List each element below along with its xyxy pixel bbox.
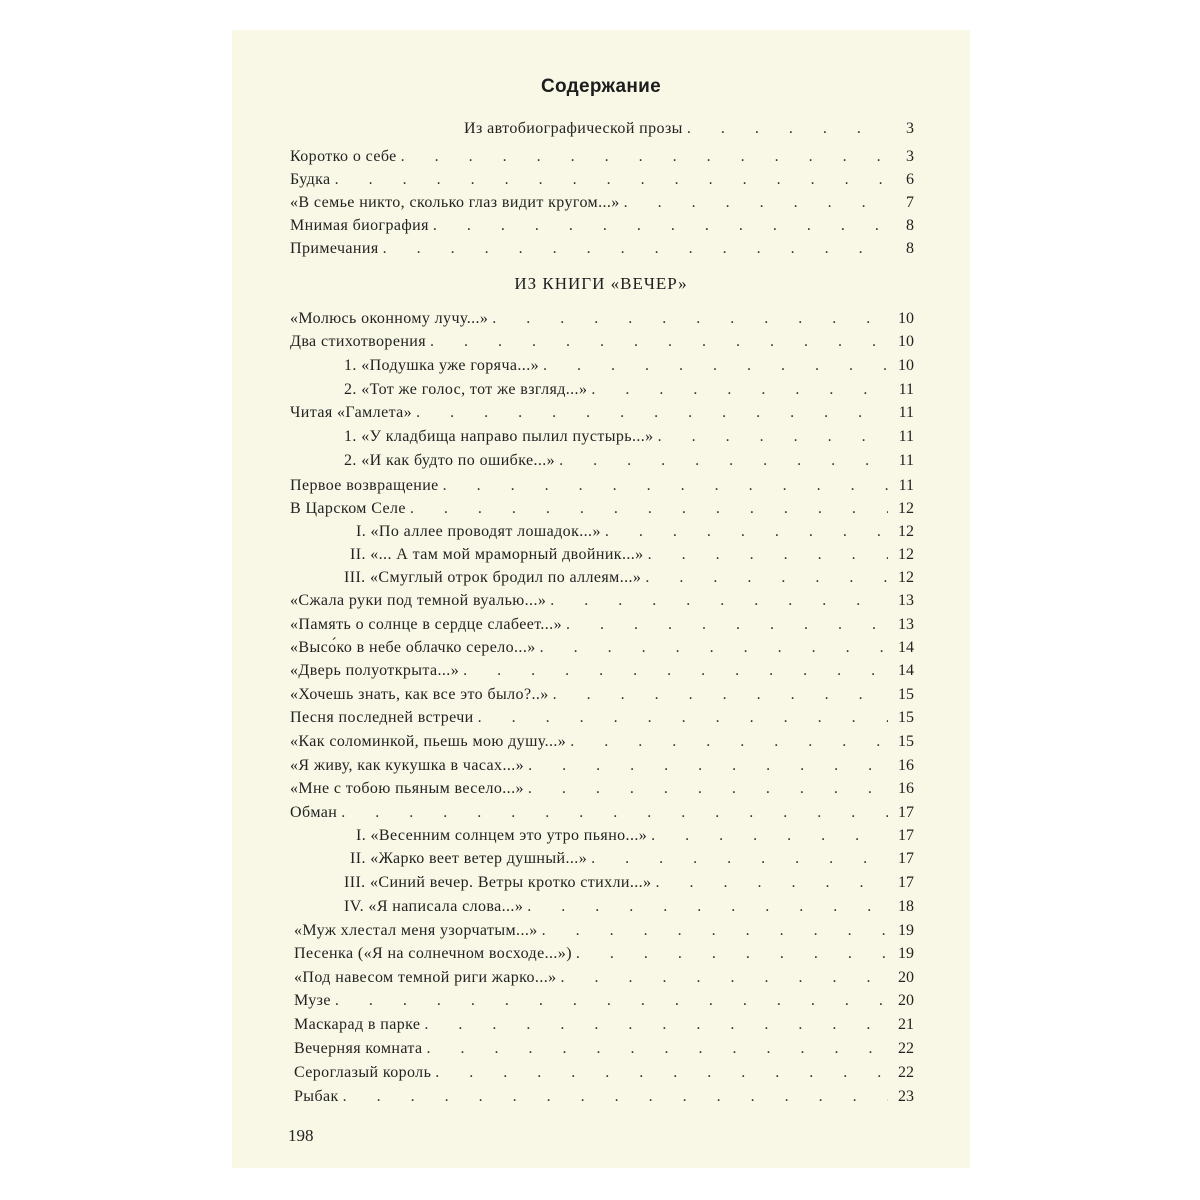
toc-entry-title: Обман xyxy=(290,804,338,821)
toc-entry-page: 7 xyxy=(906,194,914,211)
toc-entry xyxy=(350,848,914,870)
toc-entry-title: Рыбак xyxy=(294,1088,339,1105)
toc-entry-title: Мнимая биография xyxy=(290,217,429,234)
dot-leader xyxy=(401,146,888,168)
dot-leader xyxy=(433,215,888,237)
dot-leader xyxy=(561,967,888,989)
dot-leader xyxy=(658,426,888,448)
dot-leader xyxy=(651,825,888,847)
toc-entry-page: 10 xyxy=(898,357,914,374)
toc-entry-title: 2. «И как будто по ошибке...» xyxy=(344,452,556,469)
toc-entry xyxy=(464,118,914,140)
toc-entry-page: 10 xyxy=(898,310,914,327)
dot-leader xyxy=(424,1014,888,1036)
toc-entry-page: 19 xyxy=(898,945,914,962)
dot-leader xyxy=(410,498,888,520)
dot-leader xyxy=(542,920,888,942)
toc-entry-page: 11 xyxy=(898,452,914,469)
dot-leader xyxy=(559,450,888,472)
toc-entry-title: «Под навесом темной риги жарко...» xyxy=(294,969,557,986)
toc-entry-title: Вечерняя комната xyxy=(294,1040,423,1057)
toc-entry-page: 15 xyxy=(898,686,914,703)
dot-leader xyxy=(527,896,888,918)
toc-entry xyxy=(290,755,914,777)
toc-entry-page: 12 xyxy=(898,546,914,563)
toc-entry-page: 3 xyxy=(906,148,914,165)
dot-leader xyxy=(528,778,888,800)
toc-entry-page: 20 xyxy=(898,969,914,986)
toc-entry-page: 16 xyxy=(898,757,914,774)
toc-entry-page: 20 xyxy=(898,992,914,1009)
dot-leader xyxy=(335,169,888,191)
toc-entry-page: 13 xyxy=(898,616,914,633)
toc-entry-page: 16 xyxy=(898,780,914,797)
toc-entry xyxy=(344,896,914,918)
toc-entry-title: В Царском Селе xyxy=(290,500,406,517)
toc-entry-page: 21 xyxy=(898,1016,914,1033)
toc-entry-page: 3 xyxy=(906,120,914,137)
toc-entry-title: Примечания xyxy=(290,240,379,257)
toc-entry xyxy=(290,707,914,729)
dot-leader xyxy=(540,637,888,659)
dot-leader xyxy=(591,379,888,401)
toc-entry xyxy=(290,475,914,497)
dot-leader xyxy=(463,660,888,682)
toc-entry-title: III. «Синий вечер. Ветры кротко стихли...» xyxy=(344,874,652,891)
toc-entry xyxy=(290,637,914,659)
toc-entry xyxy=(290,498,914,520)
toc-entry xyxy=(344,355,914,377)
book-page xyxy=(232,30,970,1168)
toc-entry xyxy=(356,825,914,847)
dot-leader xyxy=(343,1086,888,1108)
toc-entry-page: 10 xyxy=(898,333,914,350)
toc-entry-title: 1. «У кладбища направо пылил пустырь...» xyxy=(344,428,654,445)
toc-entry-title: Маскарад в парке xyxy=(294,1016,421,1033)
toc-entry-title: «Сжала руки под темной вуалью...» xyxy=(290,592,547,609)
toc-entry-title: 2. «Тот же голос, тот же взгляд...» xyxy=(344,381,588,398)
dot-leader xyxy=(335,990,888,1012)
toc-entry-page: 17 xyxy=(898,827,914,844)
toc-entry xyxy=(290,590,914,612)
dot-leader xyxy=(655,872,888,894)
toc-entry xyxy=(290,402,914,424)
toc-entry-title: Два стихотворения xyxy=(290,333,427,350)
toc-entry-title: «Дверь полуоткрыта...» xyxy=(290,662,460,679)
toc-entry-page: 22 xyxy=(898,1040,914,1057)
toc-entry-page: 12 xyxy=(898,523,914,540)
dot-leader xyxy=(528,755,888,777)
toc-entry xyxy=(344,450,914,472)
toc-entry xyxy=(344,872,914,894)
toc-entry xyxy=(294,1062,914,1084)
toc-entry xyxy=(294,1014,914,1036)
toc-entry xyxy=(290,778,914,800)
dot-leader xyxy=(416,402,888,424)
toc-entry xyxy=(290,169,914,191)
toc-entry-title: Музе xyxy=(294,992,331,1009)
toc-entry xyxy=(290,238,914,260)
toc-entry-page: 18 xyxy=(898,898,914,915)
dot-leader xyxy=(605,521,888,543)
dot-leader xyxy=(383,238,888,260)
dot-leader xyxy=(645,567,888,589)
dot-leader xyxy=(543,355,888,377)
toc-entry-page: 11 xyxy=(898,477,914,494)
toc-entry-page: 17 xyxy=(898,850,914,867)
dot-leader xyxy=(570,731,888,753)
toc-entry xyxy=(290,731,914,753)
toc-entry-title: Из автобиографической прозы xyxy=(464,120,683,137)
toc-entry-page: 13 xyxy=(898,592,914,609)
toc-entry-title: «Высо́ко в небе облачко серело...» xyxy=(290,639,536,656)
toc-entry-page: 12 xyxy=(898,500,914,517)
toc-entry xyxy=(294,943,914,965)
toc-entry xyxy=(294,990,914,1012)
dot-leader xyxy=(550,590,888,612)
dot-leader xyxy=(648,544,888,566)
toc-entry-page: 17 xyxy=(898,804,914,821)
toc-entry-page: 14 xyxy=(898,639,914,656)
toc-entry-page: 15 xyxy=(898,709,914,726)
toc-entry-page: 11 xyxy=(898,381,914,398)
toc-entry xyxy=(344,379,914,401)
toc-entry-title: III. «Смуглый отрок бродил по аллеям...» xyxy=(344,569,642,586)
toc-entry-title: II. «... А там мой мраморный двойник...» xyxy=(350,546,644,563)
toc-entry xyxy=(290,308,914,330)
toc-entry-title: «Мне с тобою пьяным весело...» xyxy=(290,780,524,797)
toc-entry-title: «Как соломинкой, пьешь мою душу...» xyxy=(290,733,567,750)
toc-entry-title: Будка xyxy=(290,171,331,188)
dot-leader xyxy=(435,1062,888,1084)
toc-entry-title: IV. «Я написала слова...» xyxy=(344,898,524,915)
dot-leader xyxy=(430,331,888,353)
toc-entry xyxy=(294,1038,914,1060)
toc-entry xyxy=(294,967,914,989)
toc-entry xyxy=(290,331,914,353)
toc-entry-page: 8 xyxy=(906,240,914,257)
dot-leader xyxy=(576,943,888,965)
toc-entry-title: I. «По аллее проводят лошадок...» xyxy=(356,523,601,540)
toc-entry-page: 15 xyxy=(898,733,914,750)
toc-entry xyxy=(294,1086,914,1108)
toc-entry-page: 23 xyxy=(898,1088,914,1105)
section-heading: ИЗ КНИГИ «ВЕЧЕР» xyxy=(514,274,688,293)
toc-entry xyxy=(344,426,914,448)
toc-entry xyxy=(290,215,914,237)
dot-leader xyxy=(427,1038,888,1060)
dot-leader xyxy=(566,614,888,636)
toc-entry-page: 17 xyxy=(898,874,914,891)
toc-entry-title: «Муж хлестал меня узорчатым...» xyxy=(294,922,538,939)
toc-entry xyxy=(290,614,914,636)
page-number: 198 xyxy=(288,1126,314,1145)
toc-entry-title: Первое возвращение xyxy=(290,477,439,494)
dot-leader xyxy=(687,118,888,140)
toc-entry-page: 12 xyxy=(898,569,914,586)
toc-entry-title: II. «Жарко веет ветер душный...» xyxy=(350,850,588,867)
toc-entry-title: Коротко о себе xyxy=(290,148,397,165)
toc-entry xyxy=(290,802,914,824)
toc-entry-title: 1. «Подушка уже горяча...» xyxy=(344,357,539,374)
toc-entry-title: «Память о солнце в сердце слабеет...» xyxy=(290,616,562,633)
toc-entry xyxy=(290,684,914,706)
toc-entry-title: «Я живу, как кукушка в часах...» xyxy=(290,757,525,774)
toc-entry-title: «Хочешь знать, как все это было?..» xyxy=(290,686,549,703)
toc-entry-title: «Молюсь оконному лучу...» xyxy=(290,310,489,327)
toc-entry xyxy=(356,521,914,543)
toc-entry-title: Песенка («Я на солнечном восходе...») xyxy=(294,945,572,962)
toc-entry xyxy=(294,920,914,942)
dot-leader xyxy=(624,192,888,214)
toc-entry-title: I. «Весенним солнцем это утро пьяно...» xyxy=(356,827,648,844)
dot-leader xyxy=(553,684,888,706)
dot-leader xyxy=(478,707,888,729)
dot-leader xyxy=(492,308,888,330)
toc-entry xyxy=(290,146,914,168)
toc-entry-page: 8 xyxy=(906,217,914,234)
toc-entry-page: 22 xyxy=(898,1064,914,1081)
page-title: Содержание xyxy=(540,76,662,97)
toc-entry xyxy=(290,192,914,214)
toc-entry-title: Читая «Гамлета» xyxy=(290,404,413,421)
toc-entry-page: 19 xyxy=(898,922,914,939)
toc-entry-page: 14 xyxy=(898,662,914,679)
toc-entry-title: Песня последней встречи xyxy=(290,709,474,726)
toc-entry-page: 11 xyxy=(898,404,914,421)
dot-leader xyxy=(591,848,888,870)
toc-entry xyxy=(350,544,914,566)
dot-leader xyxy=(341,802,888,824)
dot-leader xyxy=(443,475,888,497)
toc-entry-title: Сероглазый король xyxy=(294,1064,432,1081)
toc-entry xyxy=(344,567,914,589)
toc-entry xyxy=(290,660,914,682)
toc-entry-page: 6 xyxy=(906,171,914,188)
toc-entry-page: 11 xyxy=(898,428,914,445)
toc-entry-title: «В семье никто, сколько глаз видит кругом...» xyxy=(290,194,620,211)
